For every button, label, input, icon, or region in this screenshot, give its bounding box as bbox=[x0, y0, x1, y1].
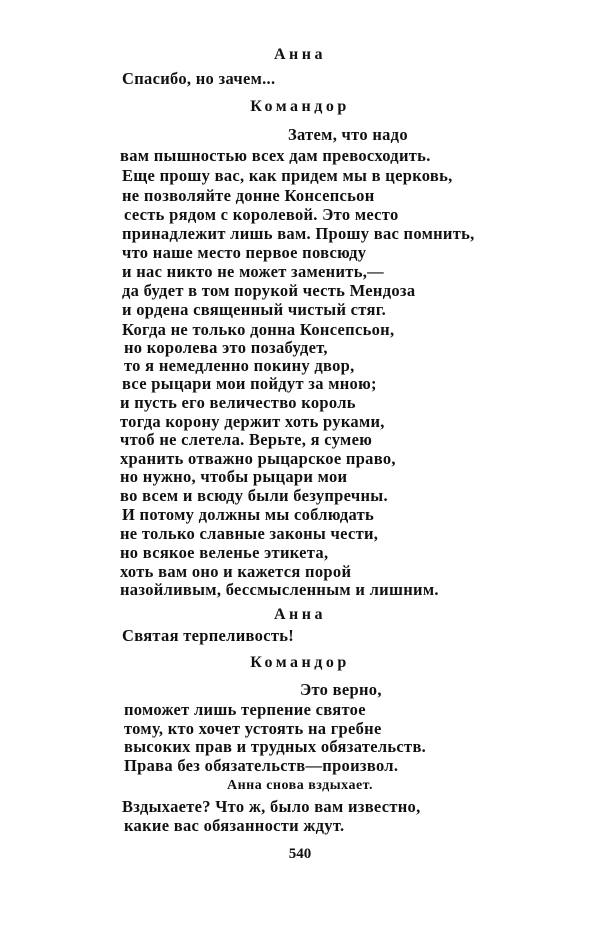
verse-line: не только славные законы чести, bbox=[120, 524, 379, 543]
speaker-anna: Анна bbox=[274, 606, 326, 623]
verse-line: какие вас обязанности ждут. bbox=[124, 816, 345, 835]
verse-line: Святая терпеливость! bbox=[122, 626, 295, 645]
speaker-komandor: Командор bbox=[250, 98, 350, 115]
verse-line: высоких прав и трудных обязательств. bbox=[124, 737, 427, 756]
verse-line: принадлежит лишь вам. Прошу вас помнить, bbox=[122, 224, 475, 243]
verse-line: да будет в том порукой честь Мендоза bbox=[122, 281, 416, 300]
speaker-anna: Анна bbox=[274, 46, 326, 63]
verse-line: назойливым, бессмысленным и лишним. bbox=[120, 580, 439, 599]
verse-line: но нужно, чтобы рыцари мои bbox=[120, 467, 348, 486]
page-number: 540 bbox=[288, 846, 312, 862]
verse-line: тогда корону держит хоть руками, bbox=[120, 412, 385, 431]
verse-line: сесть рядом с королевой. Это место bbox=[124, 205, 399, 224]
verse-line: но королева это позабудет, bbox=[124, 338, 328, 357]
verse-line: не позволяйте донне Консепсьон bbox=[122, 186, 375, 205]
verse-line: и пусть его величество король bbox=[120, 393, 356, 412]
speaker-komandor: Командор bbox=[250, 654, 350, 671]
verse-line: поможет лишь терпение святое bbox=[124, 700, 366, 719]
verse-line: и ордена священный чистый стяг. bbox=[122, 300, 387, 319]
verse-line: и нас никто не может заменить,— bbox=[122, 262, 384, 281]
verse-line: тому, кто хочет устоять на гребне bbox=[124, 719, 382, 738]
verse-line: Еще прошу вас, как придем мы в церковь, bbox=[122, 166, 453, 185]
verse-line: то я немедленно покину двор, bbox=[124, 356, 355, 375]
verse-line: Права без обязательств—произвол. bbox=[124, 756, 399, 775]
verse-line: Вздыхаете? Что ж, было вам известно, bbox=[122, 797, 421, 816]
verse-line: все рыцари мои пойдут за мною; bbox=[122, 374, 377, 393]
verse-line: хоть вам оно и кажется порой bbox=[120, 562, 352, 581]
verse-line: Когда не только донна Консепсьон, bbox=[122, 320, 395, 339]
verse-line: Затем, что надо bbox=[288, 125, 408, 144]
verse-line: чтоб не слетела. Верьте, я сумею bbox=[120, 430, 373, 449]
verse-line: Это верно, bbox=[300, 680, 382, 699]
verse-line: что наше место первое повсюду bbox=[122, 243, 367, 262]
verse-line: хранить отважно рыцарское право, bbox=[120, 449, 396, 468]
verse-line: Спасибо, но зачем... bbox=[122, 69, 276, 88]
verse-line: но всякое веленье этикета, bbox=[120, 543, 329, 562]
verse-line: И потому должны мы соблюдать bbox=[122, 505, 375, 524]
stage-direction: Анна снова вздыхает. bbox=[226, 778, 374, 793]
verse-line: вам пышностью всех дам превосходить. bbox=[120, 146, 431, 165]
verse-line: во всем и всюду были безупречны. bbox=[120, 486, 388, 505]
